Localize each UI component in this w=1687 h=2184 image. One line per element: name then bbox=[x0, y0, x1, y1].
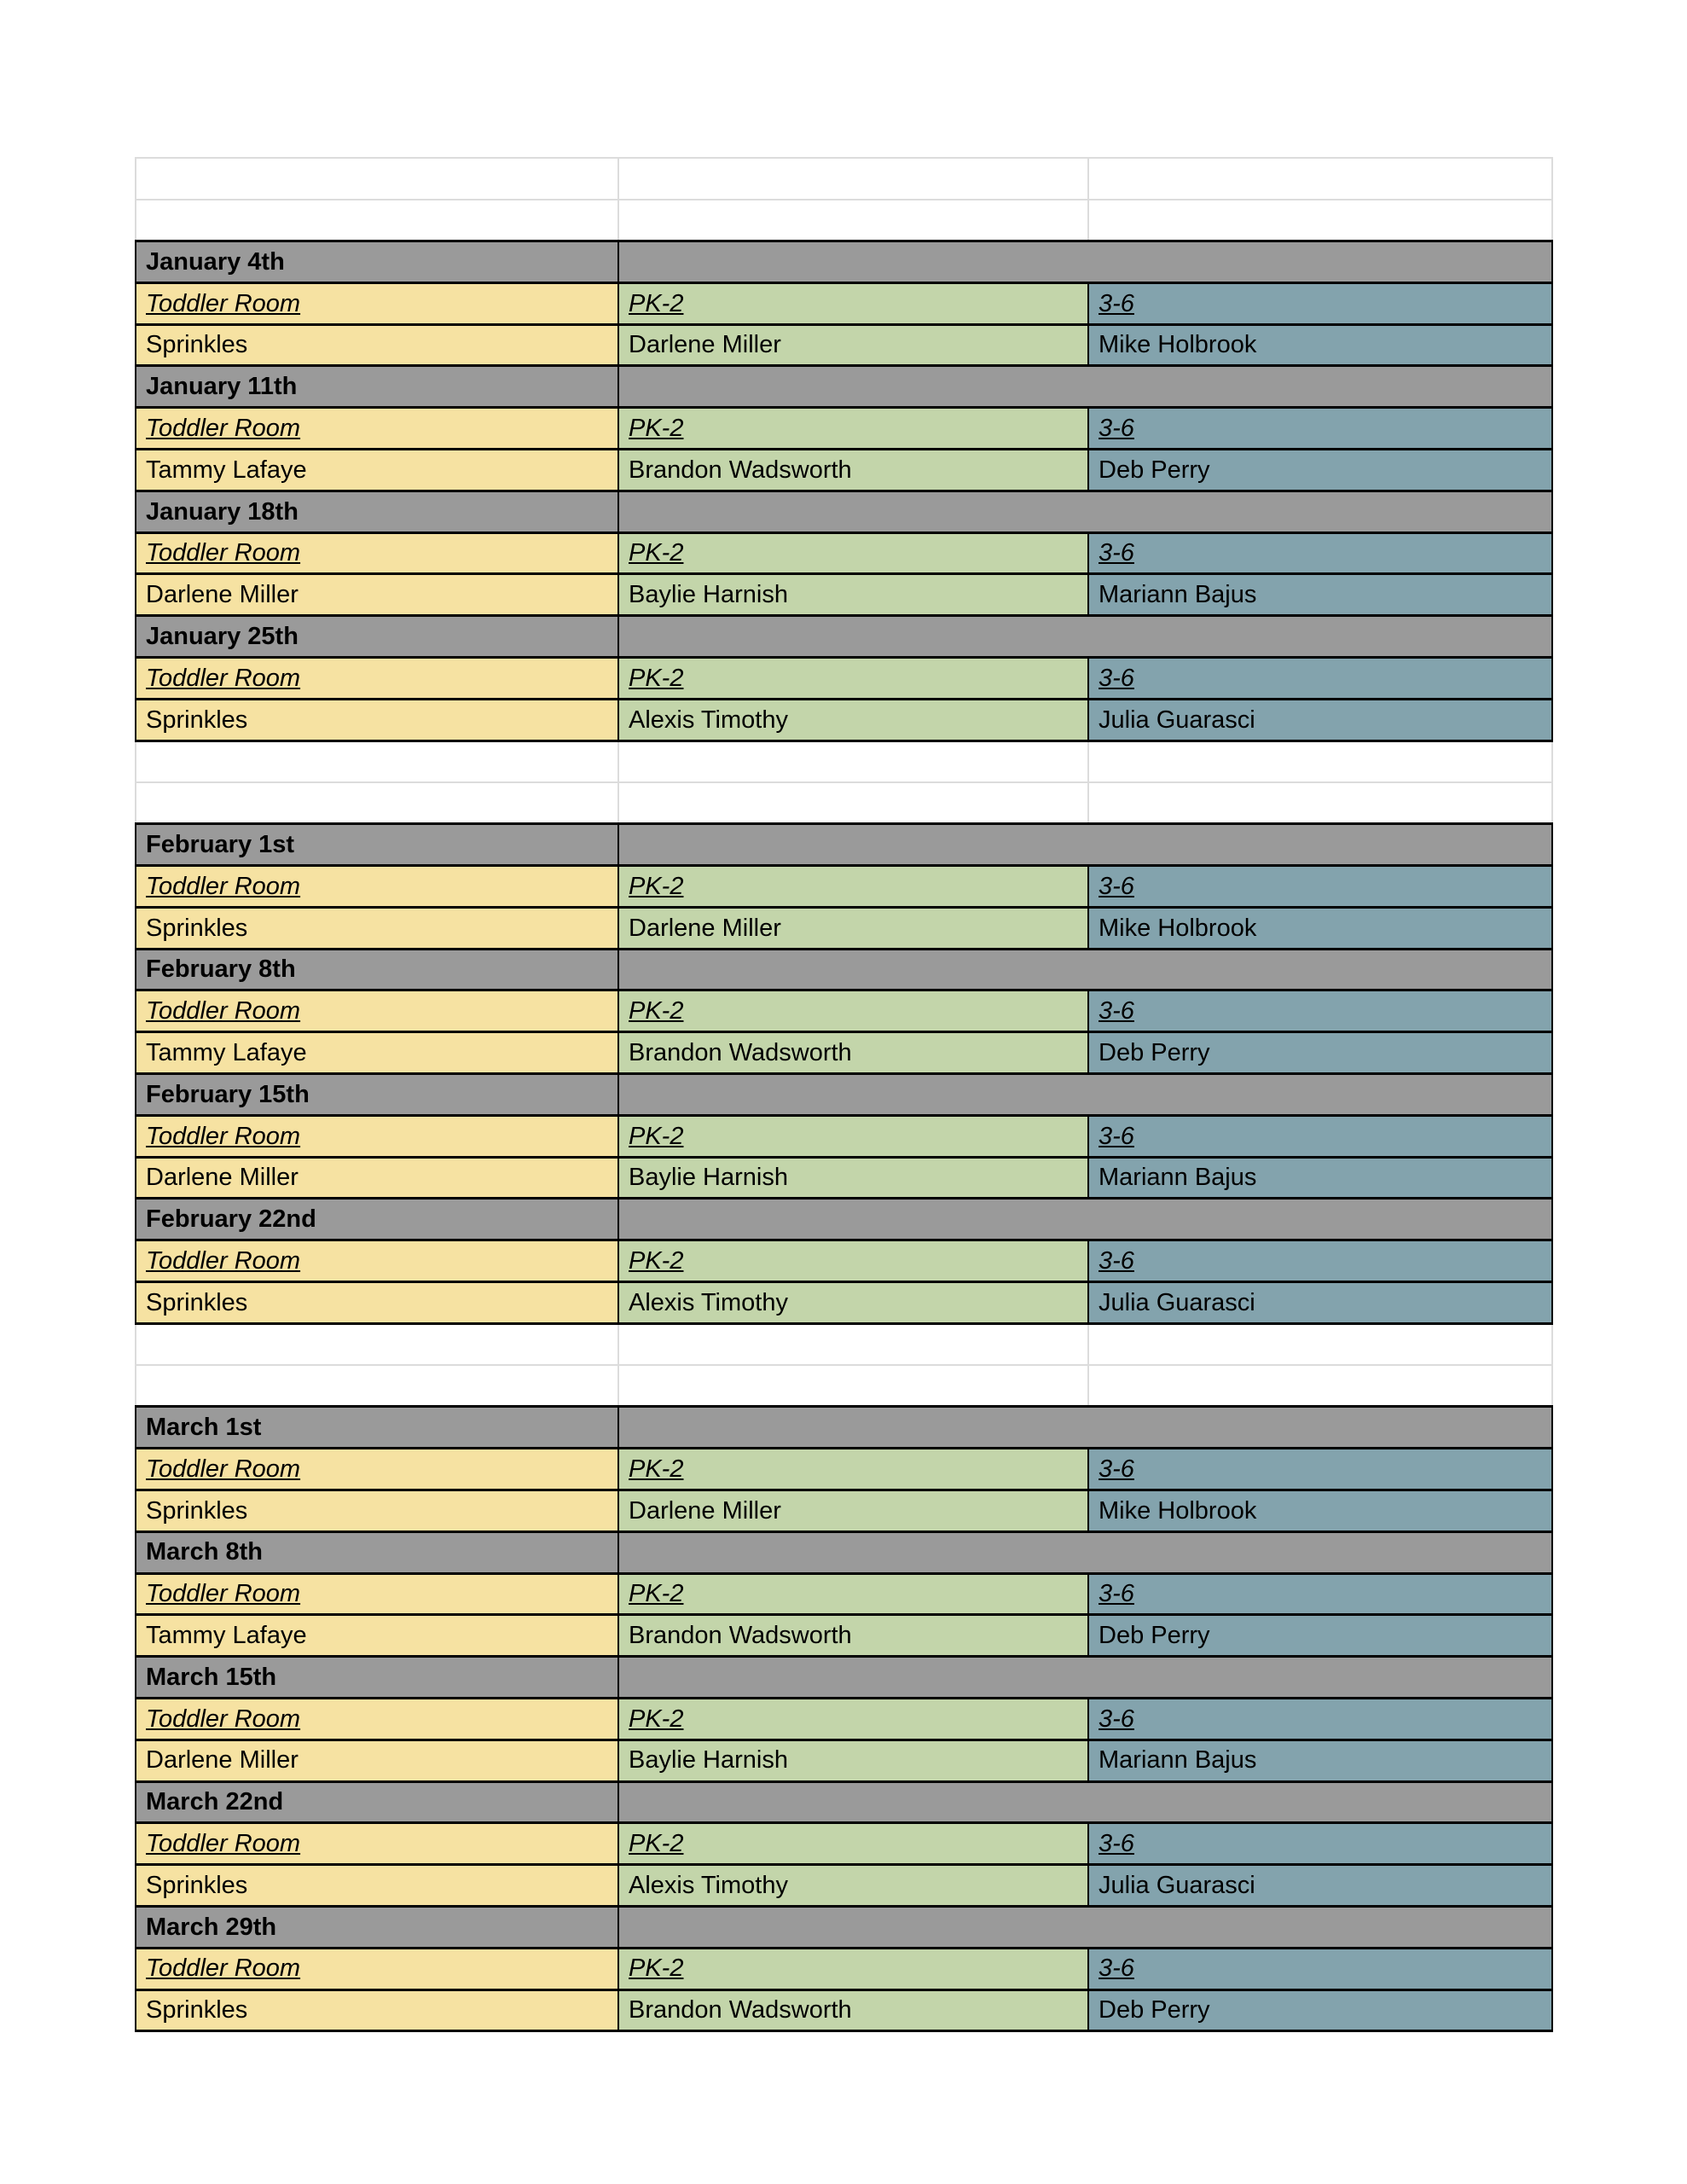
assignment-pk2: Brandon Wadsworth bbox=[618, 1032, 1088, 1074]
week-date-row bbox=[136, 949, 1552, 990]
room-header-3-6: 3-6 bbox=[1088, 1449, 1552, 1490]
assignment-pk2: Baylie Harnish bbox=[618, 1740, 1088, 1781]
spacer-row bbox=[136, 741, 1552, 782]
room-header-3-6: 3-6 bbox=[1088, 1948, 1552, 1989]
spacer-cell bbox=[1088, 1365, 1552, 1407]
week-date-label: January 11th bbox=[136, 366, 618, 408]
assignment-toddler: Tammy Lafaye bbox=[136, 450, 618, 491]
room-header-toddler: Toddler Room bbox=[136, 1449, 618, 1490]
spacer-cell bbox=[618, 1365, 1088, 1407]
week-date-filler bbox=[618, 1407, 1552, 1449]
room-header-row bbox=[136, 1698, 1552, 1740]
week-date-label: February 15th bbox=[136, 1074, 618, 1116]
room-header-row bbox=[136, 532, 1552, 574]
assignment-toddler: Tammy Lafaye bbox=[136, 1615, 618, 1657]
assignment-row bbox=[136, 699, 1552, 741]
room-header-row bbox=[136, 1573, 1552, 1615]
room-header-3-6: 3-6 bbox=[1088, 282, 1552, 324]
week-date-filler bbox=[618, 824, 1552, 866]
assignment-toddler: Darlene Miller bbox=[136, 1740, 618, 1781]
week-date-label: March 8th bbox=[136, 1531, 618, 1573]
assignment-3-6: Mariann Bajus bbox=[1088, 574, 1552, 616]
spacer-cell bbox=[136, 782, 618, 824]
week-date-label: January 4th bbox=[136, 241, 618, 283]
room-header-toddler: Toddler Room bbox=[136, 532, 618, 574]
week-date-label: February 8th bbox=[136, 949, 618, 990]
assignment-pk2: Alexis Timothy bbox=[618, 699, 1088, 741]
assignment-toddler: Sprinkles bbox=[136, 1282, 618, 1324]
assignment-toddler: Sprinkles bbox=[136, 699, 618, 741]
assignment-row bbox=[136, 1615, 1552, 1657]
room-header-toddler: Toddler Room bbox=[136, 1115, 618, 1157]
spacer-cell bbox=[618, 1323, 1088, 1365]
assignment-row bbox=[136, 1490, 1552, 1532]
room-header-row bbox=[136, 1449, 1552, 1490]
room-header-3-6: 3-6 bbox=[1088, 1698, 1552, 1740]
room-header-row bbox=[136, 1823, 1552, 1865]
spacer-cell bbox=[136, 200, 618, 241]
room-header-toddler: Toddler Room bbox=[136, 990, 618, 1032]
assignment-row bbox=[136, 907, 1552, 949]
room-header-row bbox=[136, 282, 1552, 324]
assignment-row bbox=[136, 1989, 1552, 2031]
week-date-row bbox=[136, 1657, 1552, 1699]
room-header-3-6: 3-6 bbox=[1088, 408, 1552, 450]
spacer-row bbox=[136, 200, 1552, 241]
room-header-pk2: PK-2 bbox=[618, 1573, 1088, 1615]
room-header-3-6: 3-6 bbox=[1088, 866, 1552, 908]
assignment-row bbox=[136, 1032, 1552, 1074]
room-header-pk2: PK-2 bbox=[618, 408, 1088, 450]
week-date-filler bbox=[618, 616, 1552, 658]
room-header-row bbox=[136, 866, 1552, 908]
week-date-label: January 18th bbox=[136, 491, 618, 532]
assignment-row bbox=[136, 1865, 1552, 1907]
spacer-cell bbox=[1088, 1323, 1552, 1365]
week-date-filler bbox=[618, 1199, 1552, 1240]
assignment-pk2: Darlene Miller bbox=[618, 907, 1088, 949]
assignment-pk2: Brandon Wadsworth bbox=[618, 1989, 1088, 2031]
assignment-3-6: Mike Holbrook bbox=[1088, 907, 1552, 949]
assignment-3-6: Deb Perry bbox=[1088, 1615, 1552, 1657]
room-header-pk2: PK-2 bbox=[618, 1823, 1088, 1865]
week-date-row bbox=[136, 1074, 1552, 1116]
assignment-toddler: Darlene Miller bbox=[136, 1157, 618, 1199]
assignment-3-6: Julia Guarasci bbox=[1088, 1282, 1552, 1324]
week-date-label: January 25th bbox=[136, 616, 618, 658]
assignment-3-6: Deb Perry bbox=[1088, 1989, 1552, 2031]
assignment-toddler: Tammy Lafaye bbox=[136, 1032, 618, 1074]
assignment-3-6: Mariann Bajus bbox=[1088, 1157, 1552, 1199]
room-header-3-6: 3-6 bbox=[1088, 1823, 1552, 1865]
assignment-pk2: Brandon Wadsworth bbox=[618, 1615, 1088, 1657]
week-date-label: February 1st bbox=[136, 824, 618, 866]
room-header-pk2: PK-2 bbox=[618, 658, 1088, 700]
assignment-3-6: Deb Perry bbox=[1088, 450, 1552, 491]
schedule-sheet bbox=[135, 157, 1553, 2032]
room-header-row bbox=[136, 990, 1552, 1032]
schedule-table bbox=[135, 157, 1553, 2032]
assignment-pk2: Alexis Timothy bbox=[618, 1865, 1088, 1907]
assignment-row bbox=[136, 324, 1552, 366]
assignment-row bbox=[136, 1282, 1552, 1324]
assignment-3-6: Julia Guarasci bbox=[1088, 699, 1552, 741]
room-header-3-6: 3-6 bbox=[1088, 1240, 1552, 1282]
week-date-row bbox=[136, 366, 1552, 408]
week-date-label: March 1st bbox=[136, 1407, 618, 1449]
assignment-pk2: Baylie Harnish bbox=[618, 1157, 1088, 1199]
assignment-3-6: Julia Guarasci bbox=[1088, 1865, 1552, 1907]
room-header-pk2: PK-2 bbox=[618, 532, 1088, 574]
week-date-row bbox=[136, 1906, 1552, 1948]
spacer-cell bbox=[136, 158, 618, 200]
assignment-pk2: Baylie Harnish bbox=[618, 574, 1088, 616]
room-header-3-6: 3-6 bbox=[1088, 532, 1552, 574]
week-date-row bbox=[136, 241, 1552, 283]
assignment-toddler: Sprinkles bbox=[136, 1989, 618, 2031]
spacer-cell bbox=[1088, 158, 1552, 200]
room-header-pk2: PK-2 bbox=[618, 1240, 1088, 1282]
assignment-3-6: Mike Holbrook bbox=[1088, 1490, 1552, 1532]
room-header-toddler: Toddler Room bbox=[136, 658, 618, 700]
week-date-filler bbox=[618, 1657, 1552, 1699]
spacer-cell bbox=[136, 1365, 618, 1407]
week-date-row bbox=[136, 616, 1552, 658]
assignment-toddler: Sprinkles bbox=[136, 1490, 618, 1532]
room-header-toddler: Toddler Room bbox=[136, 282, 618, 324]
assignment-pk2: Darlene Miller bbox=[618, 1490, 1088, 1532]
assignment-row bbox=[136, 1157, 1552, 1199]
assignment-3-6: Mariann Bajus bbox=[1088, 1740, 1552, 1781]
room-header-toddler: Toddler Room bbox=[136, 1823, 618, 1865]
spacer-cell bbox=[136, 1323, 618, 1365]
assignment-toddler: Sprinkles bbox=[136, 907, 618, 949]
assignment-3-6: Deb Perry bbox=[1088, 1032, 1552, 1074]
room-header-toddler: Toddler Room bbox=[136, 1240, 618, 1282]
week-date-label: March 15th bbox=[136, 1657, 618, 1699]
assignment-row bbox=[136, 1740, 1552, 1781]
room-header-pk2: PK-2 bbox=[618, 1698, 1088, 1740]
spacer-cell bbox=[618, 158, 1088, 200]
room-header-3-6: 3-6 bbox=[1088, 1573, 1552, 1615]
spacer-cell bbox=[1088, 782, 1552, 824]
room-header-pk2: PK-2 bbox=[618, 1449, 1088, 1490]
week-date-label: March 29th bbox=[136, 1906, 618, 1948]
room-header-row bbox=[136, 1948, 1552, 1989]
room-header-row bbox=[136, 658, 1552, 700]
week-date-label: March 22nd bbox=[136, 1781, 618, 1823]
spacer-cell bbox=[1088, 741, 1552, 782]
week-date-filler bbox=[618, 1906, 1552, 1948]
room-header-pk2: PK-2 bbox=[618, 1948, 1088, 1989]
spacer-cell bbox=[136, 741, 618, 782]
spacer-row bbox=[136, 158, 1552, 200]
week-date-filler bbox=[618, 491, 1552, 532]
room-header-3-6: 3-6 bbox=[1088, 990, 1552, 1032]
week-date-label: February 22nd bbox=[136, 1199, 618, 1240]
week-date-row bbox=[136, 491, 1552, 532]
assignment-pk2: Brandon Wadsworth bbox=[618, 450, 1088, 491]
assignment-pk2: Alexis Timothy bbox=[618, 1282, 1088, 1324]
assignment-row bbox=[136, 450, 1552, 491]
assignment-row bbox=[136, 574, 1552, 616]
room-header-pk2: PK-2 bbox=[618, 1115, 1088, 1157]
spacer-cell bbox=[618, 782, 1088, 824]
week-date-row bbox=[136, 1531, 1552, 1573]
assignment-toddler: Sprinkles bbox=[136, 1865, 618, 1907]
assignment-toddler: Sprinkles bbox=[136, 324, 618, 366]
spacer-cell bbox=[1088, 200, 1552, 241]
week-date-row bbox=[136, 1407, 1552, 1449]
assignment-3-6: Mike Holbrook bbox=[1088, 324, 1552, 366]
room-header-pk2: PK-2 bbox=[618, 866, 1088, 908]
room-header-3-6: 3-6 bbox=[1088, 658, 1552, 700]
spacer-cell bbox=[618, 741, 1088, 782]
week-date-filler bbox=[618, 1781, 1552, 1823]
week-date-row bbox=[136, 1199, 1552, 1240]
week-date-row bbox=[136, 1781, 1552, 1823]
week-date-filler bbox=[618, 1074, 1552, 1116]
room-header-3-6: 3-6 bbox=[1088, 1115, 1552, 1157]
week-date-row bbox=[136, 824, 1552, 866]
room-header-toddler: Toddler Room bbox=[136, 1948, 618, 1989]
room-header-toddler: Toddler Room bbox=[136, 1698, 618, 1740]
assignment-toddler: Darlene Miller bbox=[136, 574, 618, 616]
spacer-cell bbox=[618, 200, 1088, 241]
spacer-row bbox=[136, 782, 1552, 824]
room-header-row bbox=[136, 1240, 1552, 1282]
room-header-row bbox=[136, 408, 1552, 450]
spacer-row bbox=[136, 1323, 1552, 1365]
week-date-filler bbox=[618, 366, 1552, 408]
room-header-pk2: PK-2 bbox=[618, 990, 1088, 1032]
room-header-toddler: Toddler Room bbox=[136, 1573, 618, 1615]
week-date-filler bbox=[618, 1531, 1552, 1573]
spacer-row bbox=[136, 1365, 1552, 1407]
room-header-toddler: Toddler Room bbox=[136, 866, 618, 908]
assignment-pk2: Darlene Miller bbox=[618, 324, 1088, 366]
room-header-pk2: PK-2 bbox=[618, 282, 1088, 324]
room-header-toddler: Toddler Room bbox=[136, 408, 618, 450]
week-date-filler bbox=[618, 241, 1552, 283]
room-header-row bbox=[136, 1115, 1552, 1157]
week-date-filler bbox=[618, 949, 1552, 990]
